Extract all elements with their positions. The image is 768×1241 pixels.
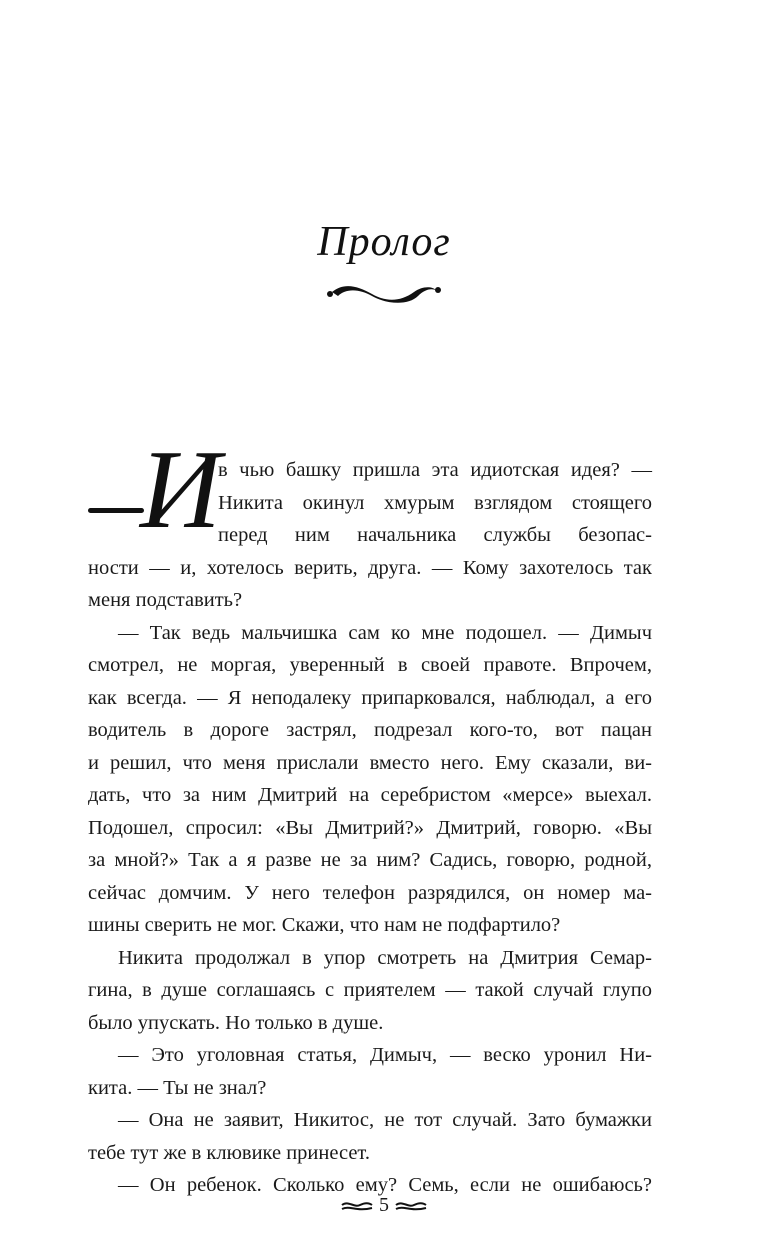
- text-line: тебе тут же в клювике принесет.: [88, 1141, 370, 1164]
- page-number: 5: [379, 1194, 389, 1216]
- text-line: в чью башку пришла эта идиотская идея? —: [218, 459, 652, 481]
- text-line: перед ним начальника службы безопас-: [218, 524, 652, 546]
- ornament-swash-icon: [324, 280, 444, 306]
- text-line: за мной?» Так а я разве не за ним? Садись, говорю, родной,: [88, 849, 652, 871]
- text-line: как всегда. — Я неподалеку припарковался, наблюдал, а его: [88, 686, 652, 709]
- text-line: Никита окинул хмурым взглядом стоящего: [218, 491, 652, 514]
- text-line: — Так ведь мальчишка сам ко мне подошел. — Димыч: [118, 621, 652, 644]
- text-line: — Он ребенок. Сколько ему? Семь, если не ошибаюсь?: [118, 1174, 652, 1196]
- text-line: дать, что за ним Дмитрий на серебристом «мерсе» выехал.: [88, 784, 652, 806]
- text-line: — Это уголовная статья, Димыч, — веско уронил Ни-: [118, 1044, 652, 1066]
- page-number-footer: [0, 1194, 768, 1217]
- text-line: — Она не заявит, Никитос, не тот случай. Зато бумажки: [118, 1109, 652, 1131]
- drop-cap-letter: И: [140, 428, 221, 552]
- text-line: кита. — Ты не знал?: [88, 1076, 267, 1099]
- text-line: Подошел, спросил: «Вы Дмитрий?» Дмитрий, говорю. «Вы: [88, 816, 652, 839]
- text-line: смотрел, не моргая, уверенный в своей правоте. Впрочем,: [88, 654, 652, 676]
- text-line: шины сверить не мог. Скажи, что нам не подфартило?: [88, 914, 561, 936]
- text-line: гина, в душе соглашаясь с приятелем — такой случай глупо: [88, 979, 652, 1001]
- text-line: меня подставить?: [88, 589, 243, 611]
- swash-left-icon: [340, 1199, 374, 1213]
- swash-right-icon: [394, 1199, 428, 1213]
- text-line: сейчас домчим. У него телефон разрядился, он номер ма-: [88, 881, 652, 904]
- text-line: и решил, что меня прислали вместо него. Ему сказали, ви-: [88, 751, 652, 774]
- text-line: было упускать. Но только в душе.: [88, 1011, 384, 1034]
- text-line: Никита продолжал в упор смотреть на Дмитрия Семар-: [118, 946, 652, 969]
- text-line: ности — и, хотелось верить, друга. — Кому захотелось так: [88, 556, 652, 579]
- text-line: водитель в дороге застрял, подрезал кого-то, вот пацан: [88, 719, 652, 741]
- chapter-title: Пролог: [317, 219, 451, 265]
- body-text: [88, 454, 652, 1202]
